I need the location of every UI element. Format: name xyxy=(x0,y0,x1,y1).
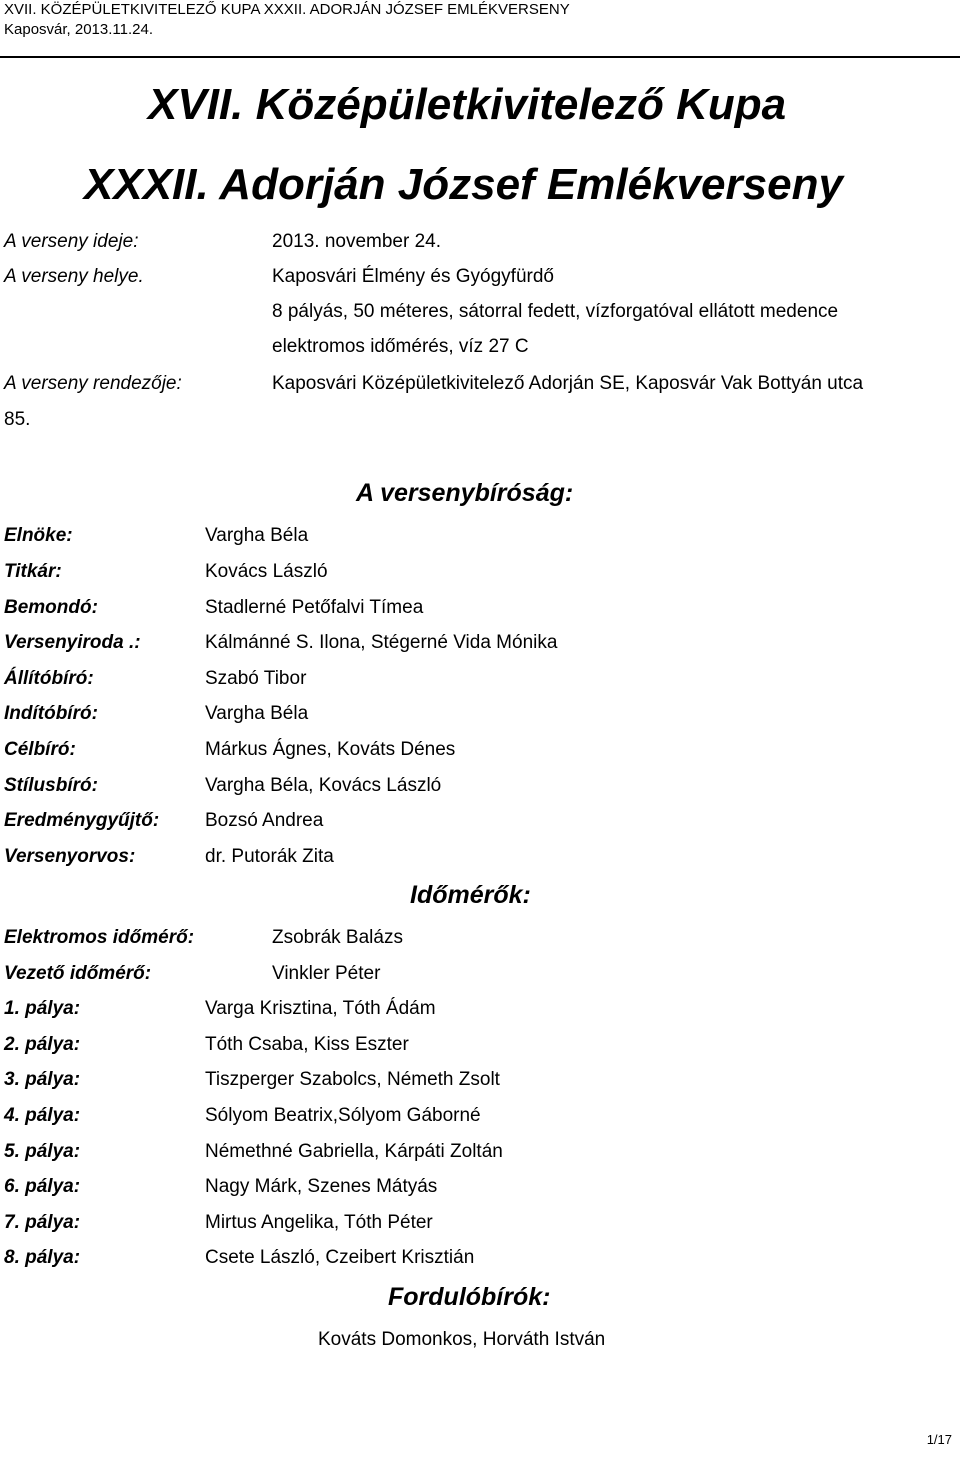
lane-label: 8. pálya: xyxy=(4,1247,81,1268)
lane-label: 4. pálya: xyxy=(4,1105,81,1126)
jury-label: Állítóbíró: xyxy=(4,668,94,689)
lane-value: Némethné Gabriella, Kárpáti Zoltán xyxy=(205,1141,503,1162)
jury-label: Elnöke: xyxy=(4,525,73,546)
jury-value: Kálmánné S. Ilona, Stégerné Vida Mónika xyxy=(205,632,558,653)
place-value-2: 8 pályás, 50 méteres, sátorral fedett, vízforgatóval ellátott medence xyxy=(272,301,839,322)
jury-label: Bemondó: xyxy=(4,597,98,618)
header-date: Kaposvár, 2013.11.24. xyxy=(4,21,154,38)
jury-label: Versenyiroda .: xyxy=(4,632,141,653)
timer-label: Vezető időmérő: xyxy=(4,963,152,984)
timer-value: Zsobrák Balázs xyxy=(272,927,403,948)
organizer-value: Kaposvári Középületkivitelező Adorján SE, Kaposvár Vak Bottyán utca xyxy=(272,373,864,394)
lane-value: Csete László, Czeibert Krisztián xyxy=(205,1247,475,1268)
jury-label: Titkár: xyxy=(4,561,62,582)
jury-value: Szabó Tibor xyxy=(205,668,307,689)
lane-label: 3. pálya: xyxy=(4,1069,81,1090)
jury-value: dr. Putorák Zita xyxy=(205,846,334,867)
organizer-label: A verseny rendezője: xyxy=(4,373,182,394)
organizer-value-cont: 85. xyxy=(4,409,31,430)
timers-heading: Időmérők: xyxy=(410,881,531,909)
place-value-1: Kaposvári Élmény és Gyógyfürdő xyxy=(272,266,554,287)
title-line-1: XVII. Középületkivitelező Kupa xyxy=(148,80,787,129)
lane-label: 7. pálya: xyxy=(4,1212,81,1233)
jury-value: Márkus Ágnes, Kováts Dénes xyxy=(205,739,456,760)
date-label: A verseny ideje: xyxy=(4,231,139,252)
jury-label: Indítóbíró: xyxy=(4,703,98,724)
jury-value: Vargha Béla, Kovács László xyxy=(205,775,442,796)
turn-judges-value: Kováts Domonkos, Horváth István xyxy=(318,1329,606,1350)
timer-label: Elektromos időmérő: xyxy=(4,927,195,948)
jury-value: Bozsó Andrea xyxy=(205,810,324,831)
lane-label: 1. pálya: xyxy=(4,998,81,1019)
place-value-3: elektromos időmérés, víz 27 C xyxy=(272,336,529,357)
jury-value: Stadlerné Petőfalvi Tímea xyxy=(205,597,424,618)
place-label: A verseny helye. xyxy=(4,266,144,287)
date-value: 2013. november 24. xyxy=(272,231,442,252)
lane-value: Sólyom Beatrix,Sólyom Gáborné xyxy=(205,1105,481,1126)
jury-value: Vargha Béla xyxy=(205,703,309,724)
jury-label: Eredménygyűjtő: xyxy=(4,810,160,831)
turn-judges-heading: Fordulóbírók: xyxy=(388,1283,551,1311)
jury-heading: A versenybíróság: xyxy=(356,479,574,507)
header-title: XVII. KÖZÉPÜLETKIVITELEZŐ KUPA XXXII. ADORJÁN JÓZSEF EMLÉKVERSENY xyxy=(4,1,570,18)
lane-value: Tiszperger Szabolcs, Németh Zsolt xyxy=(205,1069,500,1090)
lane-value: Nagy Márk, Szenes Mátyás xyxy=(205,1176,438,1197)
title-line-2: XXXII. Adorján József Emlékverseny xyxy=(84,160,843,209)
lane-value: Varga Krisztina, Tóth Ádám xyxy=(205,998,436,1019)
lane-label: 6. pálya: xyxy=(4,1176,81,1197)
lane-value: Mirtus Angelika, Tóth Péter xyxy=(205,1212,433,1233)
page-number: 1/17 xyxy=(926,1432,952,1447)
jury-value: Vargha Béla xyxy=(205,525,309,546)
lane-value: Tóth Csaba, Kiss Eszter xyxy=(205,1034,409,1055)
jury-label: Versenyorvos: xyxy=(4,846,136,867)
header-divider xyxy=(0,56,960,58)
jury-label: Stílusbíró: xyxy=(4,775,98,796)
page-header xyxy=(4,0,570,40)
jury-label: Célbíró: xyxy=(4,739,76,760)
jury-value: Kovács László xyxy=(205,561,328,582)
lane-label: 5. pálya: xyxy=(4,1141,81,1162)
lane-label: 2. pálya: xyxy=(4,1034,81,1055)
timer-value: Vinkler Péter xyxy=(272,963,381,984)
